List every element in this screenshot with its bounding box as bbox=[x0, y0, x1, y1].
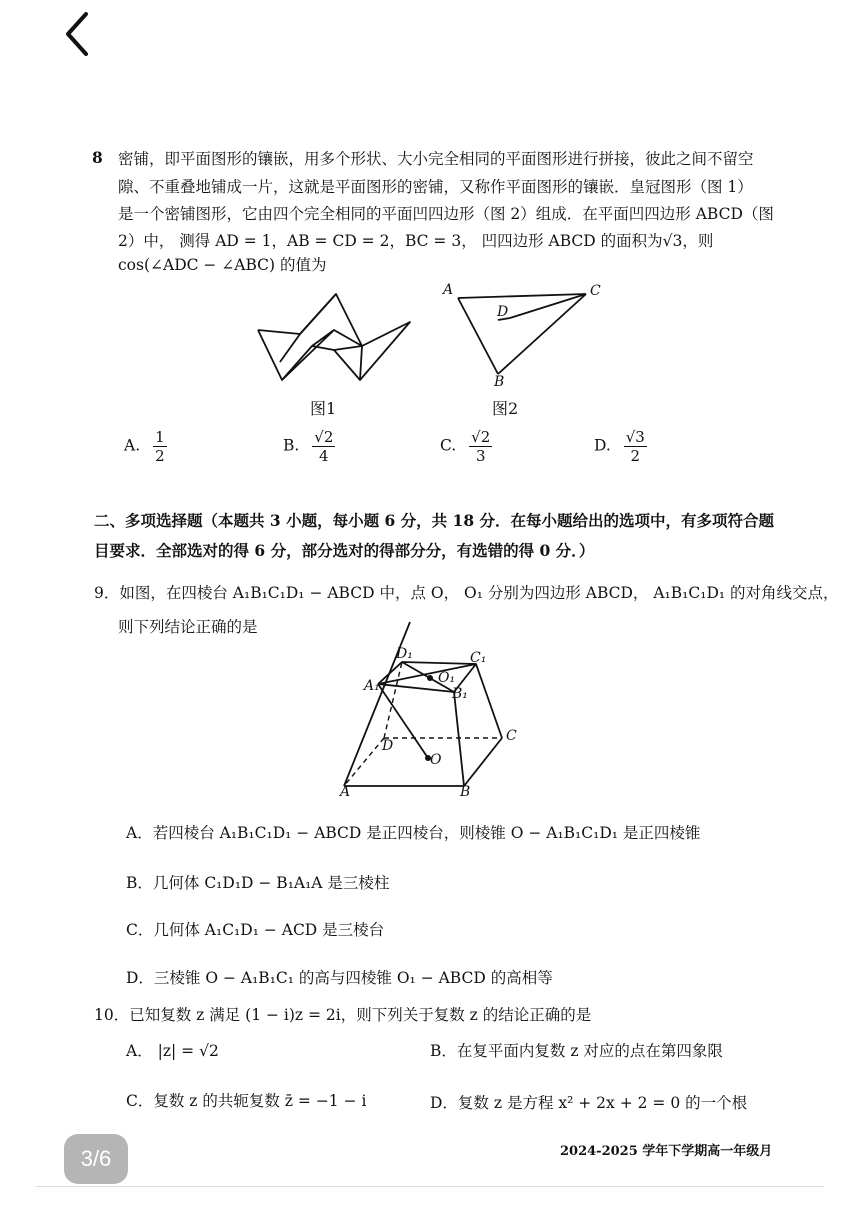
q10-option-d[interactable]: D．复数 z 是方程 x² + 2x + 2 = 0 的一个根 bbox=[430, 1094, 748, 1112]
figure-2-caption: 图2 bbox=[492, 399, 519, 418]
point-d1-label: D₁ bbox=[396, 646, 413, 662]
figure-1-caption: 图1 bbox=[310, 399, 337, 418]
point-c-label: C bbox=[590, 283, 601, 299]
q8-option-a[interactable] bbox=[124, 428, 167, 465]
denominator: 2 bbox=[630, 447, 641, 465]
q9-option-d[interactable]: D．三棱锥 O − A₁B₁C₁ 的高与四棱锥 O₁ − ABCD 的高相等 bbox=[126, 969, 553, 987]
q9-line: 则下列结论正确的是 bbox=[118, 618, 258, 636]
section-heading: 目要求．全部选对的得 6 分，部分选对的得部分分，有选错的得 0 分．） bbox=[94, 541, 595, 560]
q10-option-c[interactable]: C．复数 z 的共轭复数 z̄ = −1 − i bbox=[126, 1092, 367, 1110]
page-indicator: 3/6 bbox=[64, 1134, 128, 1184]
point-d-label: D bbox=[382, 738, 394, 754]
q10-stem: 10．已知复数 z 满足 (1 − i)z = 2i，则下列关于复数 z 的结论正确的是 bbox=[94, 1006, 592, 1024]
point-c-label: C bbox=[506, 728, 517, 744]
point-b1-label: B₁ bbox=[452, 686, 468, 702]
point-o-label: O bbox=[430, 752, 442, 768]
q8-option-b[interactable] bbox=[283, 428, 335, 465]
q9-line: 9．如图，在四棱台 A₁B₁C₁D₁ − ABCD 中，点 O， O₁ 分别为四边形 ABCD， A₁B₁C₁D₁ 的对角线交点， bbox=[94, 584, 839, 602]
exam-footer: 2024-2025 学年下学期高一年级月 bbox=[560, 1144, 773, 1159]
q8-line: 密铺，即平面图形的镶嵌，用多个形状、大小完全相同的平面图形进行拼接，彼此之间不留空 bbox=[118, 150, 754, 168]
q10-option-a[interactable]: A． |z| = √2 bbox=[126, 1042, 219, 1060]
numerator: √2 bbox=[314, 428, 334, 446]
q9-option-b[interactable]: B．几何体 C₁D₁D − B₁A₁A 是三棱柱 bbox=[126, 874, 390, 892]
q10-option-b[interactable]: B．在复平面内复数 z 对应的点在第四象限 bbox=[430, 1042, 723, 1060]
fraction bbox=[153, 428, 167, 465]
numerator: 1 bbox=[155, 428, 165, 446]
crown-figure bbox=[250, 290, 420, 386]
q8-option-c[interactable] bbox=[440, 428, 492, 465]
q8-line: 2）中， 测得 AD = 1，AB = CD = 2，BC = 3， 凹四边形 ABCD 的面积为√3，则 bbox=[118, 232, 714, 250]
fraction bbox=[312, 428, 335, 465]
point-a1-label: A₁ bbox=[364, 678, 380, 694]
point-b-label: B bbox=[494, 374, 505, 390]
chevron-left-icon[interactable] bbox=[56, 8, 104, 56]
section-heading: 二、多项选择题（本题共 3 小题，每小题 6 分，共 18 分．在每小题给出的选项中，有多项符合题 bbox=[94, 511, 775, 530]
option-letter: A. bbox=[124, 436, 141, 455]
point-a-label: A bbox=[340, 784, 351, 800]
numerator: √2 bbox=[471, 428, 491, 446]
frustum-figure bbox=[330, 620, 530, 800]
fraction bbox=[624, 428, 647, 465]
divider bbox=[36, 1186, 824, 1187]
point-c1-label: C₁ bbox=[470, 650, 487, 666]
fraction bbox=[469, 428, 492, 465]
q8-line: 是一个密铺图形，它由四个完全相同的平面凹四边形（图 2）组成．在平面凹四边形 ABCD（图 bbox=[118, 205, 774, 223]
point-o1-label: O₁ bbox=[438, 670, 456, 686]
q8-option-d[interactable] bbox=[594, 428, 647, 465]
q9-option-a[interactable]: A．若四棱台 A₁B₁C₁D₁ − ABCD 是正四棱台，则棱锥 O − A₁B₁C₁D₁ 是正四棱锥 bbox=[126, 824, 701, 842]
q8-line: 隙、不重叠地铺成一片，这就是平面图形的密铺，又称作平面图形的镶嵌．皇冠图形（图 1） bbox=[118, 178, 753, 196]
point-a-label: A bbox=[443, 282, 454, 298]
q8-line: cos(∠ADC − ∠ABC) 的值为 bbox=[118, 256, 327, 274]
q9-option-c[interactable]: C．几何体 A₁C₁D₁ − ACD 是三棱台 bbox=[126, 921, 385, 939]
denominator: 4 bbox=[319, 447, 329, 465]
denominator: 2 bbox=[155, 447, 165, 465]
q8-number: 8 bbox=[92, 148, 103, 167]
option-letter: B. bbox=[283, 436, 300, 455]
option-letter: C. bbox=[440, 436, 457, 455]
point-b-label: B bbox=[460, 784, 471, 800]
point-d-label: D bbox=[497, 304, 509, 320]
denominator: 3 bbox=[475, 447, 486, 465]
numerator: √3 bbox=[625, 428, 645, 446]
option-letter: D. bbox=[594, 436, 611, 455]
quadrilateral-figure bbox=[440, 282, 610, 394]
